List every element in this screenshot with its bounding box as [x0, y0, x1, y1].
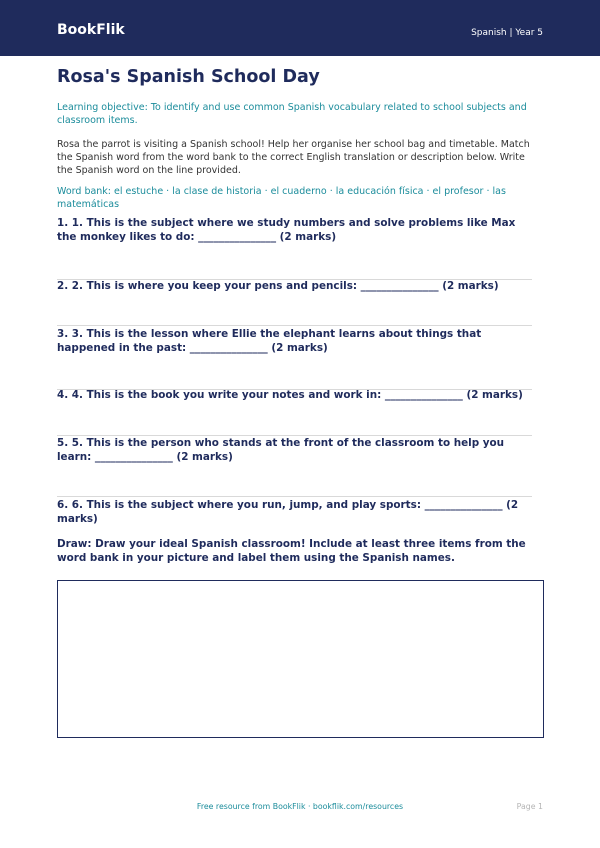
drawing-area[interactable] — [57, 580, 544, 738]
brand-logo: BookFlik — [57, 22, 125, 38]
question-1: 1. 1. This is the subject where we study numbers and solve problems like Max the monkey likes to do: _______________ (2 marks) — [57, 217, 516, 243]
question-divider — [57, 325, 532, 326]
question-6: 6. 6. This is the subject where you run, jump, and play sports: _______________ (2 marks) — [57, 499, 519, 525]
draw-prompt: Draw: Draw your ideal Spanish classroom! Include at least three items from the word bank in your picture and label them using the Spanish names. — [57, 538, 526, 564]
subject-year-label: Spanish | Year 5 — [471, 28, 543, 38]
question-5: 5. 5. This is the person who stands at the front of the classroom to help you learn: _______________ (2 marks) — [57, 437, 505, 463]
learning-objective: Learning objective: To identify and use common Spanish vocabulary related to school subjects and classroom items. — [57, 102, 527, 126]
question-divider — [57, 496, 532, 497]
header-bar — [0, 0, 600, 56]
word-bank: Word bank: el estuche · la clase de historia · el cuaderno · la educación física · el profesor · las matemáticas — [57, 186, 506, 210]
question-2: 2. 2. This is where you keep your pens and pencils: _______________ (2 marks) — [57, 280, 499, 292]
intro-instructions: Rosa the parrot is visiting a Spanish school! Help her organise her school bag and timetable. Match the Spanish word from the word bank to the correct English translation or description below. Write the Spanish word on the line provided. — [57, 139, 530, 176]
page-number: Page 1 — [516, 802, 543, 811]
question-4: 4. 4. This is the book you write your notes and work in: _______________ (2 marks) — [57, 389, 523, 401]
page-title: Rosa's Spanish School Day — [57, 67, 320, 87]
question-3: 3. 3. This is the lesson where Ellie the elephant learns about things that happened in the past: _______________ (2 marks) — [57, 328, 482, 354]
footer-text: Free resource from BookFlik · bookflik.com/resources — [196, 802, 404, 811]
